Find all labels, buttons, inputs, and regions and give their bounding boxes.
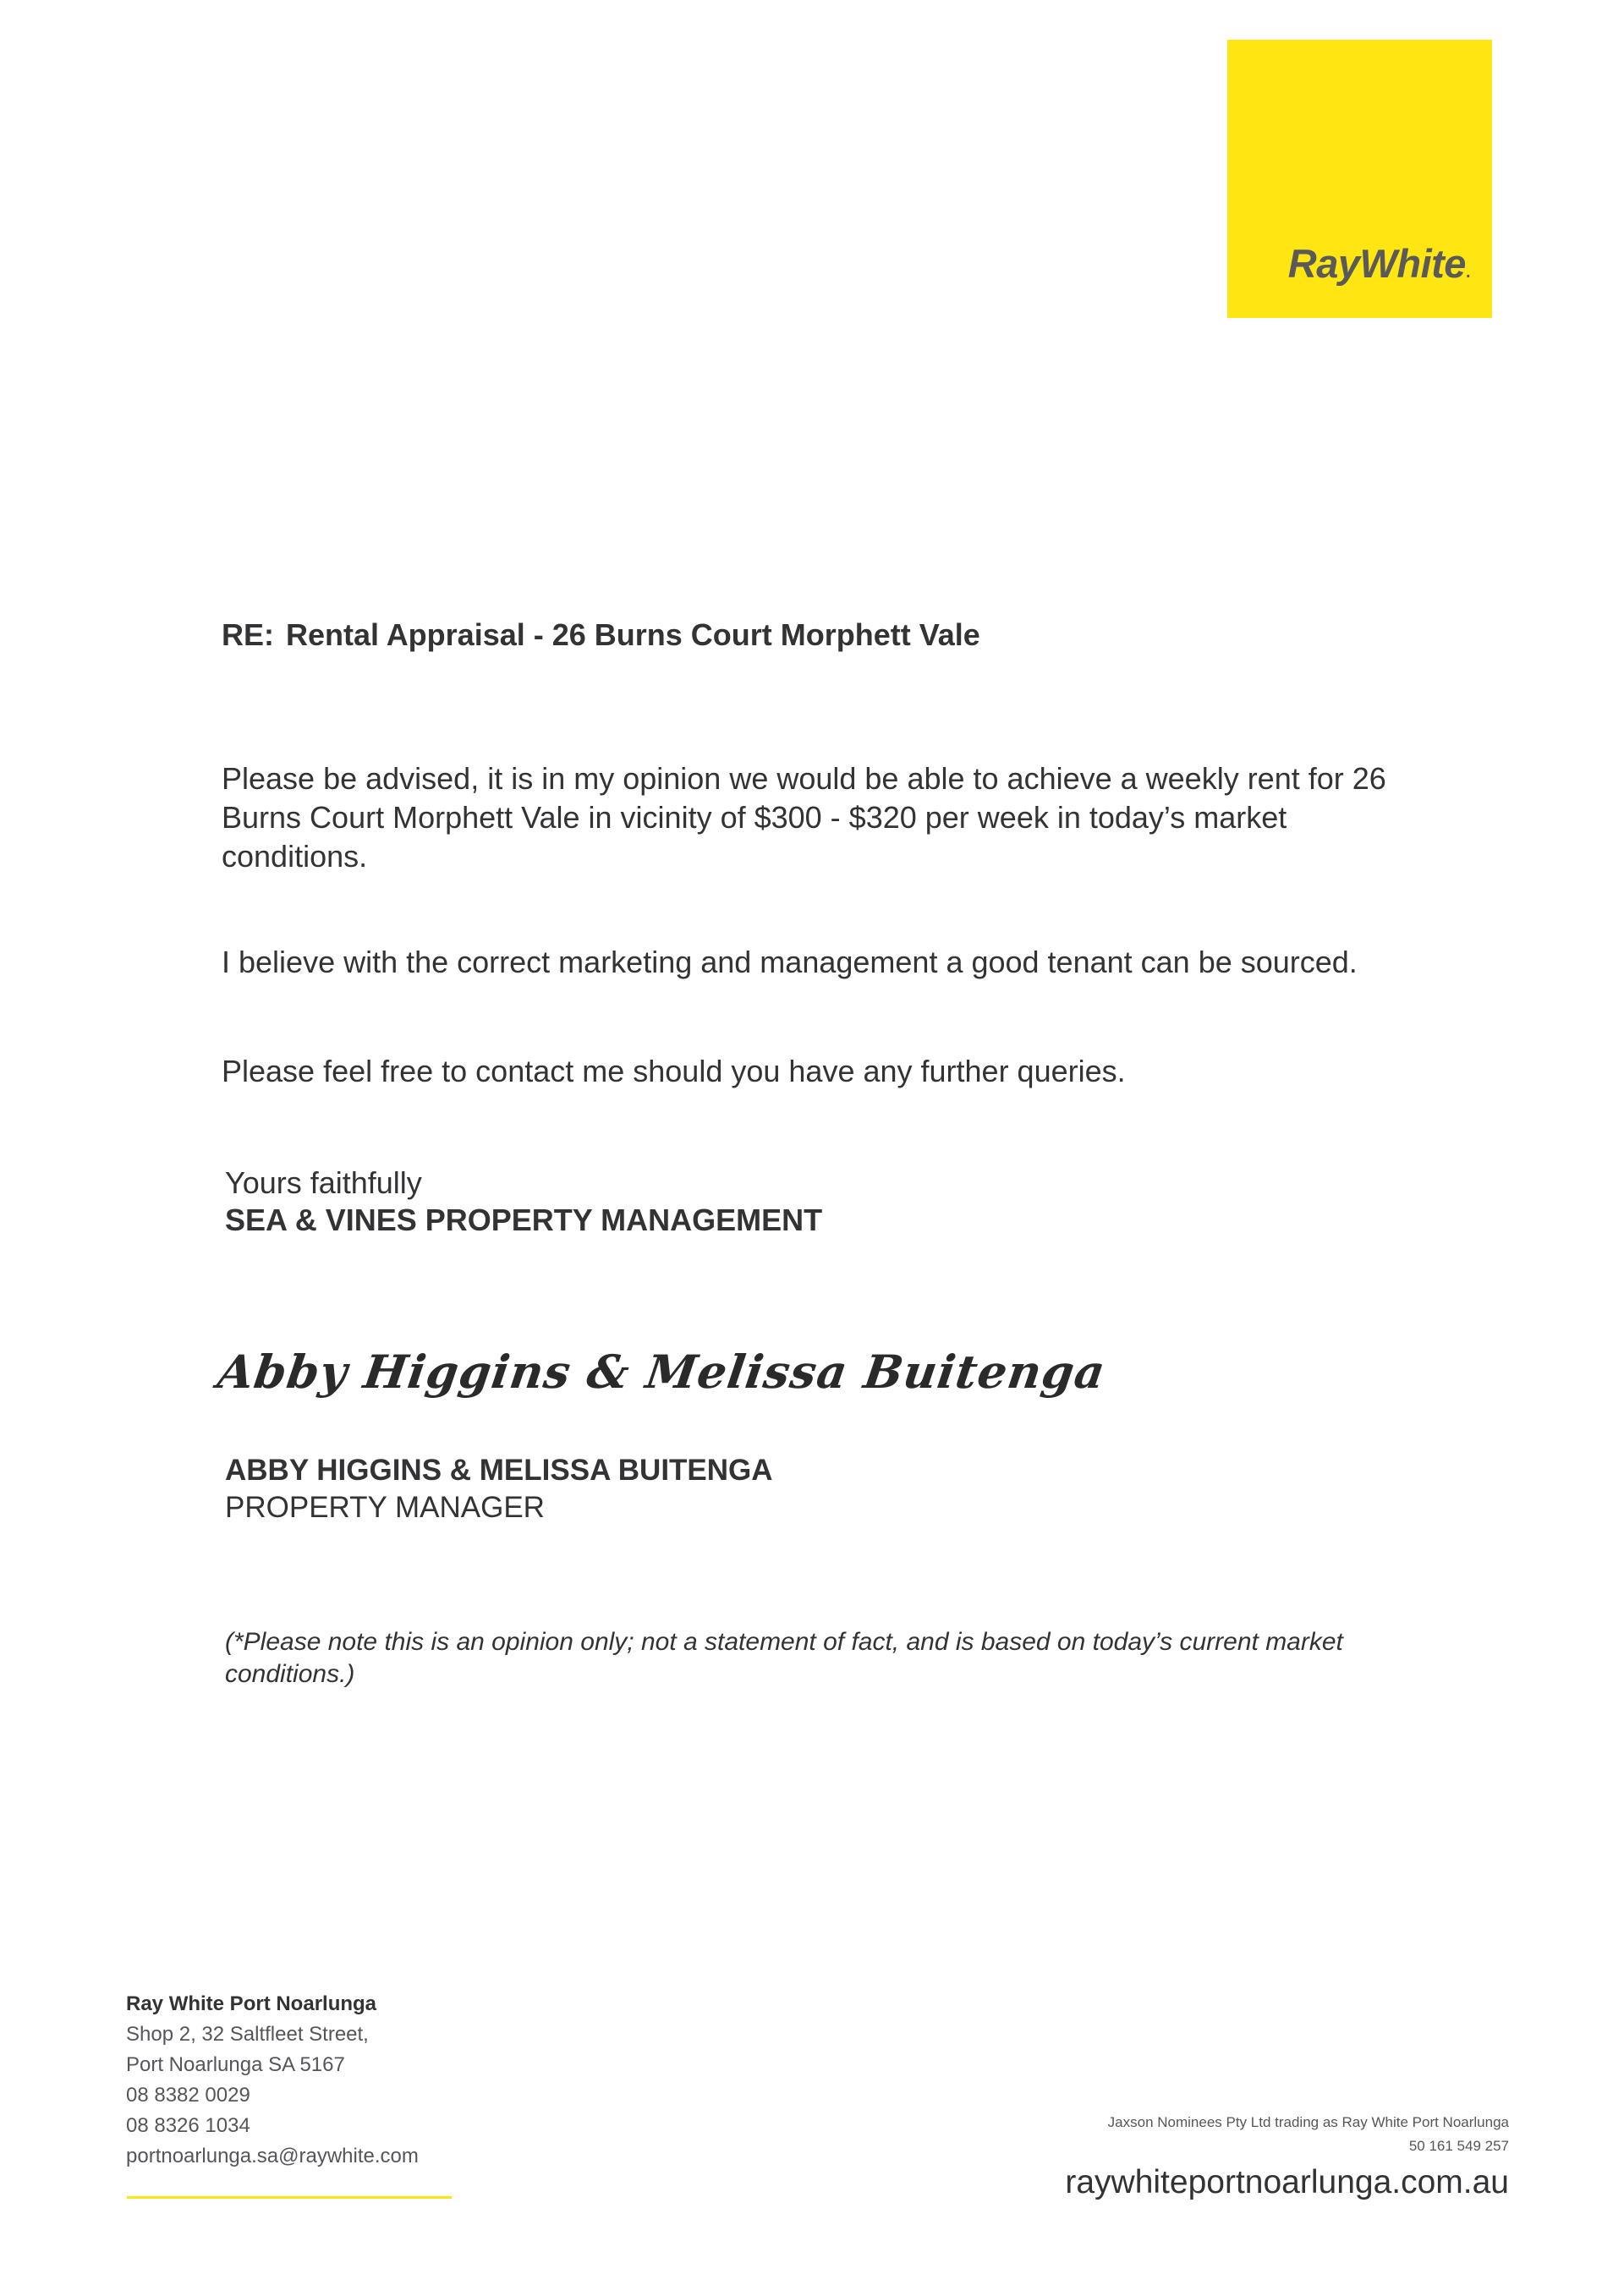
paragraph-appraisal: Please be advised, it is in my opinion we would be able to achieve a weekly rent for 26 Burns Court Morphett Vale in vicinity of $300 - $320 per week in today’s market conditions. [222,761,1386,874]
office-contact-block [126,1989,419,2172]
ray-white-logo [1227,40,1492,318]
signer-title: PROPERTY MANAGER [225,1491,545,1524]
footer-divider [127,2196,452,2199]
subject-line [222,617,980,653]
handwritten-signature: Abby Higgins & Melissa Buitenga [214,1345,1110,1399]
abn-number: 50 161 549 257 [1408,2138,1509,2154]
subject-text: Rental Appraisal - 26 Burns Court Morphett Vale [286,617,980,652]
fax-number: 08 8326 1034 [126,2114,250,2137]
address-line-2: Port Noarlunga SA 5167 [126,2053,345,2076]
logo-brand-dot: . [1465,263,1470,282]
closing-salutation: Yours faithfully [225,1165,422,1200]
subject-prefix: RE: [222,617,274,652]
disclaimer-note: (*Please note this is an opinion only; not a statement of fact, and is based on today’s current market conditions.) [225,1628,1343,1688]
logo-brand-text: RayWhite [1287,241,1466,286]
logo-wordmark [1288,240,1470,287]
paragraph-marketing: I believe with the correct marketing and management a good tenant can be sourced. [222,945,1358,979]
phone-number: 08 8382 0029 [126,2084,250,2107]
entity-name: Jaxson Nominees Pty Ltd trading as Ray White Port Noarlunga [1107,2114,1509,2130]
email-address: portnoarlunga.sa@raywhite.com [126,2145,419,2167]
company-name: SEA & VINES PROPERTY MANAGEMENT [225,1203,823,1237]
address-line-1: Shop 2, 32 Saltfleet Street, [126,2023,369,2046]
office-name: Ray White Port Noarlunga [126,1992,377,2015]
closing-block [225,1164,822,1239]
paragraph-contact: Please feel free to contact me should you have any further queries. [222,1054,1126,1088]
website-url: raywhiteportnoarlunga.com.au [1065,2164,1509,2200]
legal-entity-block [1065,2111,1509,2204]
signer-name: ABBY HIGGINS & MELISSA BUITENGA [225,1454,773,1487]
signer-block [225,1452,773,1526]
